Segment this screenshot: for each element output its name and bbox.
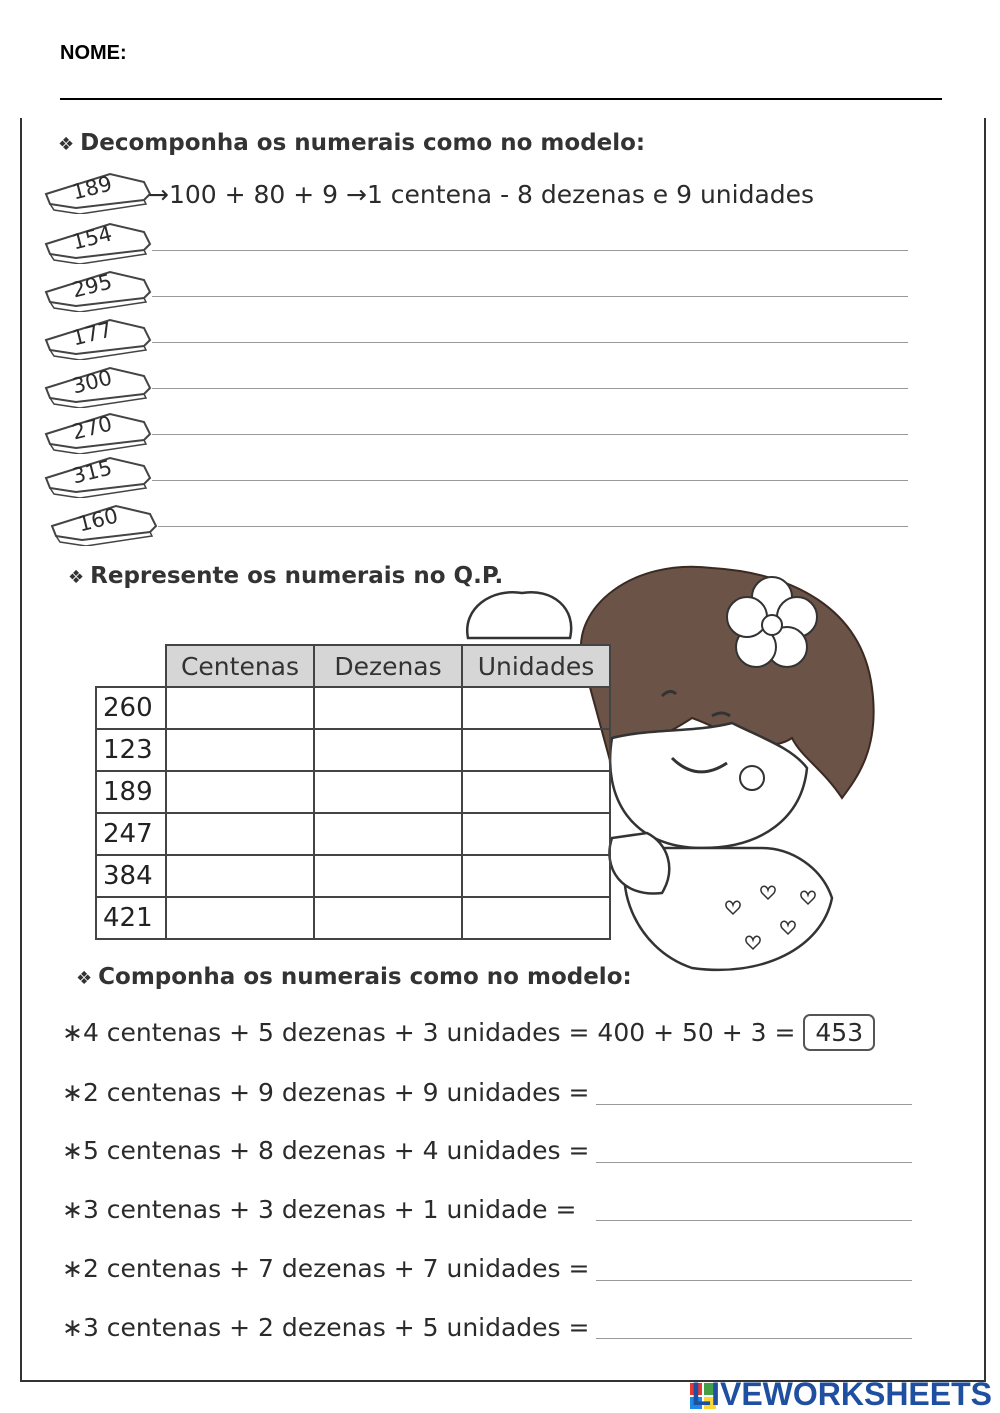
table-header-row (96, 645, 610, 687)
answer-line[interactable] (158, 526, 908, 527)
answer-line[interactable] (152, 388, 908, 389)
tag-number: 295 (69, 269, 115, 303)
section3-title: Componha os numerais como no modelo: (98, 964, 632, 990)
compose-item: ∗2 centenas + 9 dezenas + 9 unidades = (62, 1078, 590, 1107)
table-row (96, 729, 610, 771)
centenas-cell[interactable] (166, 897, 314, 939)
liveworksheets-brand: LIVEWORKSHEETS (691, 1376, 992, 1412)
table-row (96, 813, 610, 855)
diamond-bullet-icon: ❖ (68, 567, 85, 588)
diamond-bullet-icon: ❖ (76, 968, 93, 989)
dezenas-cell[interactable] (314, 687, 462, 729)
unidades-cell[interactable] (462, 771, 610, 813)
compose-item: ∗3 centenas + 3 dezenas + 1 unidade = (62, 1195, 577, 1224)
answer-line[interactable] (152, 434, 908, 435)
centenas-cell[interactable] (166, 687, 314, 729)
row-number: 384 (96, 855, 166, 897)
column-header-unidades: Unidades (462, 645, 610, 687)
answer-line[interactable] (596, 1104, 912, 1105)
answer-line[interactable] (152, 296, 908, 297)
decompose-model-text: →100 + 80 + 9 →1 centena - 8 dezenas e 9 unidades (148, 180, 815, 209)
compose-model (62, 1018, 875, 1047)
centenas-cell[interactable] (166, 813, 314, 855)
tag-number: 177 (69, 317, 115, 351)
tag-number: 300 (69, 365, 115, 399)
answer-line[interactable] (596, 1162, 912, 1163)
row-number: 260 (96, 687, 166, 729)
answer-line[interactable] (596, 1280, 912, 1281)
number-tag (40, 168, 140, 208)
row-number: 189 (96, 771, 166, 813)
diamond-bullet-icon: ❖ (58, 134, 75, 155)
answer-line[interactable] (596, 1220, 912, 1221)
dezenas-cell[interactable] (314, 729, 462, 771)
number-tag (40, 266, 140, 306)
number-tag (40, 408, 140, 448)
answer-line[interactable] (152, 480, 908, 481)
compose-model-text: ∗4 centenas + 5 dezenas + 3 unidades = 400 + 50 + 3 = (62, 1018, 796, 1047)
tag-number: 154 (69, 221, 115, 255)
number-tag (40, 218, 140, 258)
model-answer-box: 453 (803, 1014, 875, 1051)
table-row (96, 771, 610, 813)
name-label: NOME: (60, 42, 127, 64)
compose-item: ∗5 centenas + 8 dezenas + 4 unidades = (62, 1136, 590, 1165)
number-tag (46, 500, 146, 540)
unidades-cell[interactable] (462, 897, 610, 939)
table-row (96, 687, 610, 729)
section1-title: Decomponha os numerais como no modelo: (80, 130, 646, 156)
dezenas-cell[interactable] (314, 771, 462, 813)
tag-number: 315 (69, 455, 115, 489)
dezenas-cell[interactable] (314, 855, 462, 897)
answer-line[interactable] (152, 342, 908, 343)
tag-number: 270 (69, 411, 115, 445)
number-tag (40, 314, 140, 354)
centenas-cell[interactable] (166, 729, 314, 771)
column-header-centenas: Centenas (166, 645, 314, 687)
answer-line[interactable] (596, 1338, 912, 1339)
row-number: 123 (96, 729, 166, 771)
answer-line[interactable] (152, 250, 908, 251)
section2-title: Represente os numerais no Q.P. (90, 563, 504, 589)
number-tag (40, 452, 140, 492)
unidades-cell[interactable] (462, 687, 610, 729)
number-tag (40, 362, 140, 402)
place-value-table (95, 644, 611, 940)
row-number: 421 (96, 897, 166, 939)
row-number: 247 (96, 813, 166, 855)
compose-item: ∗3 centenas + 2 dezenas + 5 unidades = (62, 1313, 590, 1342)
dezenas-cell[interactable] (314, 813, 462, 855)
dezenas-cell[interactable] (314, 897, 462, 939)
compose-item: ∗2 centenas + 7 dezenas + 7 unidades = (62, 1254, 590, 1283)
section3-heading (76, 964, 632, 990)
centenas-cell[interactable] (166, 855, 314, 897)
blank-corner (96, 645, 166, 687)
tag-number: 160 (75, 503, 121, 537)
table-row (96, 855, 610, 897)
section1-heading (58, 130, 645, 156)
unidades-cell[interactable] (462, 855, 610, 897)
section2-heading (68, 563, 503, 589)
tag-number: 189 (69, 171, 115, 205)
unidades-cell[interactable] (462, 729, 610, 771)
name-line[interactable] (60, 98, 942, 100)
centenas-cell[interactable] (166, 771, 314, 813)
unidades-cell[interactable] (462, 813, 610, 855)
column-header-dezenas: Dezenas (314, 645, 462, 687)
table-row (96, 897, 610, 939)
